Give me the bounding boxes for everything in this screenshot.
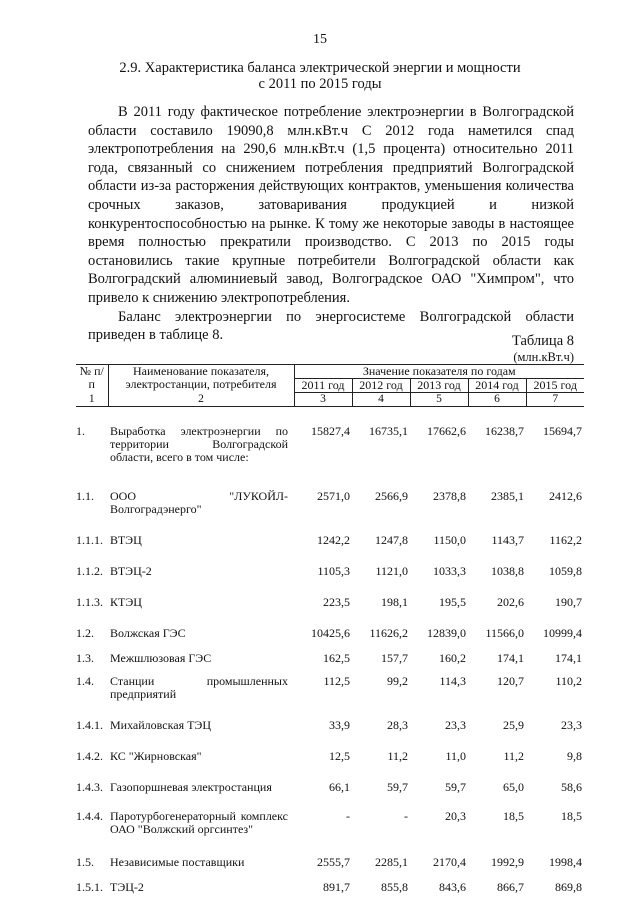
table-row xyxy=(76,856,584,869)
row-number: 1.4.4. xyxy=(76,809,103,823)
row-value: 162,5 xyxy=(323,651,350,665)
row-spacer-cell xyxy=(76,578,584,596)
row-name: Станции промышленных предприятий xyxy=(110,674,288,701)
row-spacer-cell xyxy=(76,609,584,627)
row-name: Волжская ГЭС xyxy=(110,626,186,640)
table-caption-block xyxy=(512,333,574,365)
row-spacer xyxy=(76,609,584,627)
row-number: 1.5. xyxy=(76,855,94,869)
row-number: 1.4.3. xyxy=(76,780,103,794)
column-header-name: Наименование показателя, электростанции, потребителя xyxy=(108,365,294,393)
row-value: 58,6 xyxy=(561,780,582,794)
column-index: 6 xyxy=(468,393,526,407)
table-caption: Таблица 8 xyxy=(511,333,574,349)
row-value: 2378,8 xyxy=(433,489,466,503)
row-value: 195,5 xyxy=(439,595,466,609)
column-index: 2 xyxy=(108,393,294,407)
row-name: ВТЭЦ xyxy=(110,533,142,547)
row-value: 17662,6 xyxy=(427,424,466,438)
row-number: 1.1.3. xyxy=(76,595,103,609)
row-value: 23,3 xyxy=(561,718,582,732)
row-spacer xyxy=(76,578,584,596)
row-spacer-cell xyxy=(76,836,584,856)
row-value: 11566,0 xyxy=(485,626,524,640)
row-value: 16735,1 xyxy=(369,424,408,438)
row-value: 2170,4 xyxy=(433,855,466,869)
row-value: 10425,6 xyxy=(311,626,350,640)
row-value: 15694,7 xyxy=(543,424,582,438)
row-value: 2571,0 xyxy=(317,489,350,503)
row-number: 1.1.1. xyxy=(76,533,103,547)
row-number: 1.4.2. xyxy=(76,749,103,763)
row-value: 11,2 xyxy=(503,749,524,763)
table-row xyxy=(76,881,584,894)
row-value: 66,1 xyxy=(329,780,350,794)
row-value: - xyxy=(404,809,408,823)
energy-balance-table xyxy=(76,364,584,894)
row-value: 33,9 xyxy=(329,718,350,732)
row-value: 2385,1 xyxy=(491,489,524,503)
row-value: 1143,7 xyxy=(491,533,524,547)
row-value: 2412,6 xyxy=(549,489,582,503)
row-value: 28,3 xyxy=(387,718,408,732)
row-spacer xyxy=(76,794,584,810)
row-value: 1242,2 xyxy=(317,533,350,547)
row-number: 1. xyxy=(76,424,85,438)
row-value: 174,1 xyxy=(497,651,524,665)
row-value: 1998,4 xyxy=(549,855,582,869)
table-body xyxy=(76,407,584,895)
row-value: 120,7 xyxy=(497,674,524,688)
row-value: 15827,4 xyxy=(311,424,350,438)
row-spacer-cell xyxy=(76,794,584,810)
row-spacer-cell xyxy=(76,701,584,719)
table-units: (млн.кВт.ч) xyxy=(513,350,574,364)
column-index: 7 xyxy=(526,393,584,407)
row-value: 16238,7 xyxy=(485,424,524,438)
section-heading-line-2: с 2011 по 2015 годы xyxy=(258,76,382,92)
row-value: 2566,9 xyxy=(375,489,408,503)
row-value: 1033,3 xyxy=(433,564,466,578)
row-value: 114,3 xyxy=(439,674,466,688)
row-name: КС "Жирновская" xyxy=(110,749,202,763)
row-value: 190,7 xyxy=(555,595,582,609)
table-row xyxy=(76,719,584,732)
row-number: 1.5.1. xyxy=(76,880,103,894)
row-value: 18,5 xyxy=(503,809,524,823)
table-row xyxy=(76,781,584,794)
row-value: 174,1 xyxy=(555,651,582,665)
table-row xyxy=(76,652,584,665)
column-index: 3 xyxy=(294,393,352,407)
table-row xyxy=(76,596,584,609)
row-name: Паротурбогенераторный комплекс ОАО "Волжский оргсинтез" xyxy=(110,809,288,836)
row-name: Независимые поставщики xyxy=(110,855,245,869)
table-row xyxy=(76,534,584,547)
row-name: ООО "ЛУКОЙЛ-Волгоградэнерго" xyxy=(110,489,288,516)
column-index: 4 xyxy=(352,393,410,407)
row-spacer-cell xyxy=(76,516,584,534)
row-value: 869,8 xyxy=(555,880,582,894)
row-value: 65,0 xyxy=(503,780,524,794)
row-value: 12839,0 xyxy=(427,626,466,640)
row-value: 843,6 xyxy=(439,880,466,894)
row-name: КТЭЦ xyxy=(110,595,142,609)
row-value: 59,7 xyxy=(387,780,408,794)
row-value: 110,2 xyxy=(555,674,582,688)
row-value: 25,9 xyxy=(503,718,524,732)
row-name: ТЭЦ-2 xyxy=(110,880,144,894)
row-name: Михайловская ТЭЦ xyxy=(110,718,212,732)
section-heading xyxy=(80,60,560,92)
row-value: 160,2 xyxy=(439,651,466,665)
column-header-year: 2011 год xyxy=(294,379,352,393)
row-value: 1162,2 xyxy=(549,533,582,547)
column-header-number: № п/п xyxy=(76,365,108,393)
row-value: 1105,3 xyxy=(317,564,350,578)
row-name: Межшлюзовая ГЭС xyxy=(110,651,212,665)
column-index: 5 xyxy=(410,393,468,407)
column-header-year: 2014 год xyxy=(468,379,526,393)
row-value: 1059,8 xyxy=(549,564,582,578)
row-value: 1121,0 xyxy=(375,564,408,578)
row-name: ВТЭЦ-2 xyxy=(110,564,152,578)
column-header-year: 2012 год xyxy=(352,379,410,393)
row-value: - xyxy=(346,809,350,823)
row-value: 855,8 xyxy=(381,880,408,894)
row-value: 2285,1 xyxy=(375,855,408,869)
row-spacer xyxy=(76,701,584,719)
row-number: 1.2. xyxy=(76,626,94,640)
row-spacer-cell xyxy=(76,407,584,426)
column-header-year: 2015 год xyxy=(526,379,584,393)
row-value: 2555,7 xyxy=(317,855,350,869)
row-value: 18,5 xyxy=(561,809,582,823)
row-spacer xyxy=(76,516,584,534)
row-value: 23,3 xyxy=(445,718,466,732)
row-value: 12,5 xyxy=(329,749,350,763)
row-spacer-cell xyxy=(76,464,584,490)
row-value: 157,7 xyxy=(381,651,408,665)
row-number: 1.4. xyxy=(76,674,94,688)
row-spacer xyxy=(76,763,584,781)
row-value: 223,5 xyxy=(323,595,350,609)
row-spacer xyxy=(76,732,584,750)
row-name: Газопоршневая электростанция xyxy=(110,780,272,794)
row-value: 20,3 xyxy=(445,809,466,823)
row-name: Выработка электроэнергии по территории Волгоградской области, всего в том числе: xyxy=(110,424,288,464)
table-row xyxy=(76,675,584,701)
paragraph: Баланс электроэнергии по энергосистеме Волгоградской области приведен в таблице 8. xyxy=(88,308,574,344)
page-number: 15 xyxy=(313,32,327,47)
body-text xyxy=(88,103,574,345)
column-header-year: 2013 год xyxy=(410,379,468,393)
row-value: 59,7 xyxy=(445,780,466,794)
row-number: 1.3. xyxy=(76,651,94,665)
row-spacer-cell xyxy=(76,732,584,750)
section-heading-line-1: 2.9. Характеристика баланса электрической энергии и мощности xyxy=(119,60,521,76)
row-number: 1.4.1. xyxy=(76,718,103,732)
row-spacer xyxy=(76,464,584,490)
row-spacer xyxy=(76,836,584,856)
row-value: 1150,0 xyxy=(433,533,466,547)
column-header-values: Значение показателя по годам xyxy=(294,365,584,379)
row-value: 1038,8 xyxy=(491,564,524,578)
row-value: 202,6 xyxy=(497,595,524,609)
row-spacer-cell xyxy=(76,763,584,781)
row-value: 866,7 xyxy=(497,880,524,894)
table-row xyxy=(76,810,584,836)
row-spacer xyxy=(76,547,584,565)
row-value: 198,1 xyxy=(381,595,408,609)
row-value: 11626,2 xyxy=(369,626,408,640)
row-value: 1247,8 xyxy=(375,533,408,547)
row-value: 10999,4 xyxy=(543,626,582,640)
table-row xyxy=(76,565,584,578)
row-value: 11,0 xyxy=(445,749,466,763)
row-number: 1.1. xyxy=(76,489,94,503)
row-value: 112,5 xyxy=(323,674,350,688)
table-row xyxy=(76,490,584,516)
paragraph: В 2011 году фактическое потребление электроэнергии в Волгоградской области составило 19090,8 млн.кВт.ч С 2012 года наметился спад электропотребления на 290,6 млн.кВт.ч (1,5 процента) относительно 2011 года, связанный со снижением потребления предприятий Волгоградской области из-за расторжения действующих контрактов, уменьшения количества срочных заказов, затоваривания продукцией и низкой конкурентоспособностью на рынке. К тому же некоторые заводы в настоящее время полностью прекратили производство. С 2013 по 2015 годы остановились такие крупные потребители Волгоградской области как Волгоградский алюминиевый завод, Волгоградское ОАО "Химпром", что привело к снижению электропотребления. xyxy=(88,104,574,306)
row-value: 9,8 xyxy=(567,749,582,763)
row-value: 891,7 xyxy=(323,880,350,894)
table-row xyxy=(76,425,584,464)
table-row xyxy=(76,627,584,640)
row-value: 99,2 xyxy=(387,674,408,688)
row-value: 11,2 xyxy=(387,749,408,763)
column-index: 1 xyxy=(76,393,108,407)
row-number: 1.1.2. xyxy=(76,564,103,578)
table-row xyxy=(76,750,584,763)
row-value: 1992,9 xyxy=(491,855,524,869)
row-spacer-cell xyxy=(76,547,584,565)
row-spacer xyxy=(76,407,584,426)
